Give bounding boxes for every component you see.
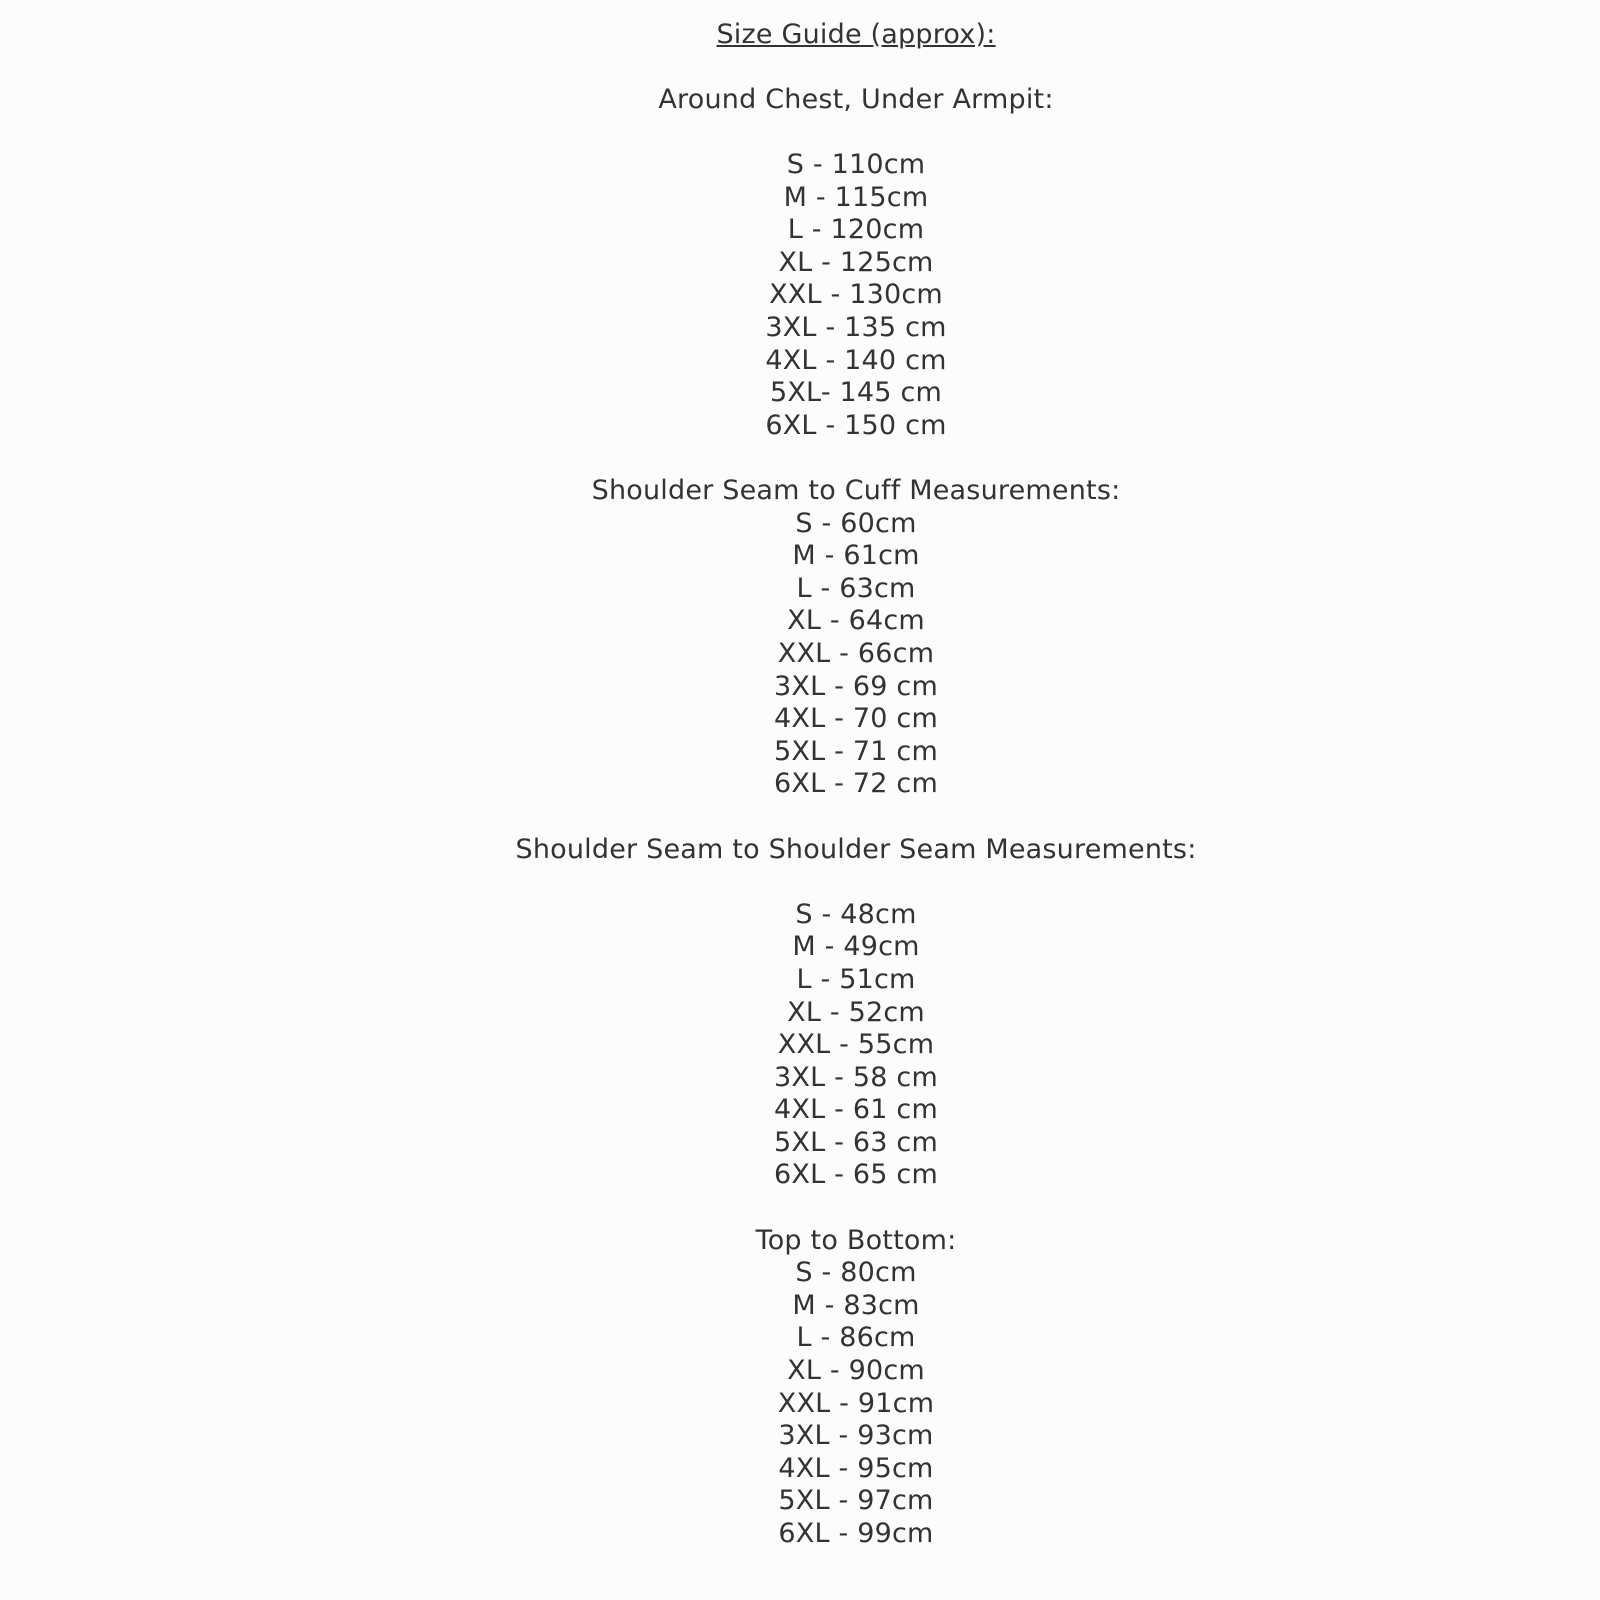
size-row: L - 86cm (796, 1322, 916, 1354)
section-heading-shoulder: Shoulder Seam to Shoulder Seam Measurements: (515, 833, 1197, 865)
size-row: XL - 52cm (787, 996, 925, 1028)
blank-line (112, 801, 1600, 834)
blank-line (112, 866, 1600, 899)
size-row: XXL - 66cm (777, 637, 935, 669)
blank-line (112, 116, 1600, 149)
size-row: 6XL - 99cm (778, 1518, 934, 1549)
size-row: S - 80cm (795, 1257, 917, 1289)
size-row: 6XL - 65 cm (774, 1159, 938, 1191)
page-title: Size Guide (approx): (716, 18, 996, 50)
size-row: L - 51cm (796, 963, 916, 995)
size-row: 5XL- 145 cm (769, 377, 943, 409)
size-row: XXL - 55cm (777, 1029, 935, 1061)
size-row: M - 49cm (792, 931, 920, 963)
size-row: 3XL - 69 cm (774, 670, 938, 702)
size-row: 5XL - 97cm (778, 1485, 934, 1517)
size-row: S - 48cm (795, 898, 917, 930)
size-row: L - 120cm (787, 214, 925, 246)
size-row: XL - 90cm (787, 1355, 925, 1387)
size-row: 6XL - 72 cm (774, 768, 938, 800)
size-row: 4XL - 70 cm (774, 703, 938, 735)
size-row: XL - 125cm (778, 246, 934, 278)
size-row: 4XL - 61 cm (774, 1094, 938, 1126)
size-row: XL - 64cm (787, 605, 925, 637)
size-row: 4XL - 140 cm (765, 344, 947, 376)
size-row: M - 83cm (792, 1289, 920, 1321)
size-row: L - 63cm (796, 572, 916, 604)
size-row: 5XL - 71 cm (774, 735, 938, 767)
section-heading-chest: Around Chest, Under Armpit: (658, 83, 1054, 115)
blank-line (112, 442, 1600, 475)
size-row: XXL - 91cm (777, 1387, 935, 1419)
size-row: S - 60cm (795, 507, 917, 539)
size-row: 4XL - 95cm (778, 1452, 934, 1484)
size-row: 5XL - 63 cm (774, 1126, 938, 1158)
blank-line (112, 1192, 1600, 1225)
size-row: 3XL - 93cm (778, 1420, 934, 1452)
size-row: M - 115cm (783, 181, 929, 213)
size-row: 6XL - 150 cm (765, 409, 947, 441)
size-row: S - 110cm (786, 149, 926, 181)
section-heading-cuff: Shoulder Seam to Cuff Measurements: (591, 475, 1121, 506)
size-row: XXL - 130cm (769, 279, 943, 311)
size-row: 3XL - 58 cm (774, 1061, 938, 1093)
section-heading-length: Top to Bottom: (755, 1224, 957, 1256)
size-row: 3XL - 135 cm (765, 312, 947, 344)
size-row: M - 61cm (792, 540, 920, 572)
blank-line (112, 51, 1600, 84)
